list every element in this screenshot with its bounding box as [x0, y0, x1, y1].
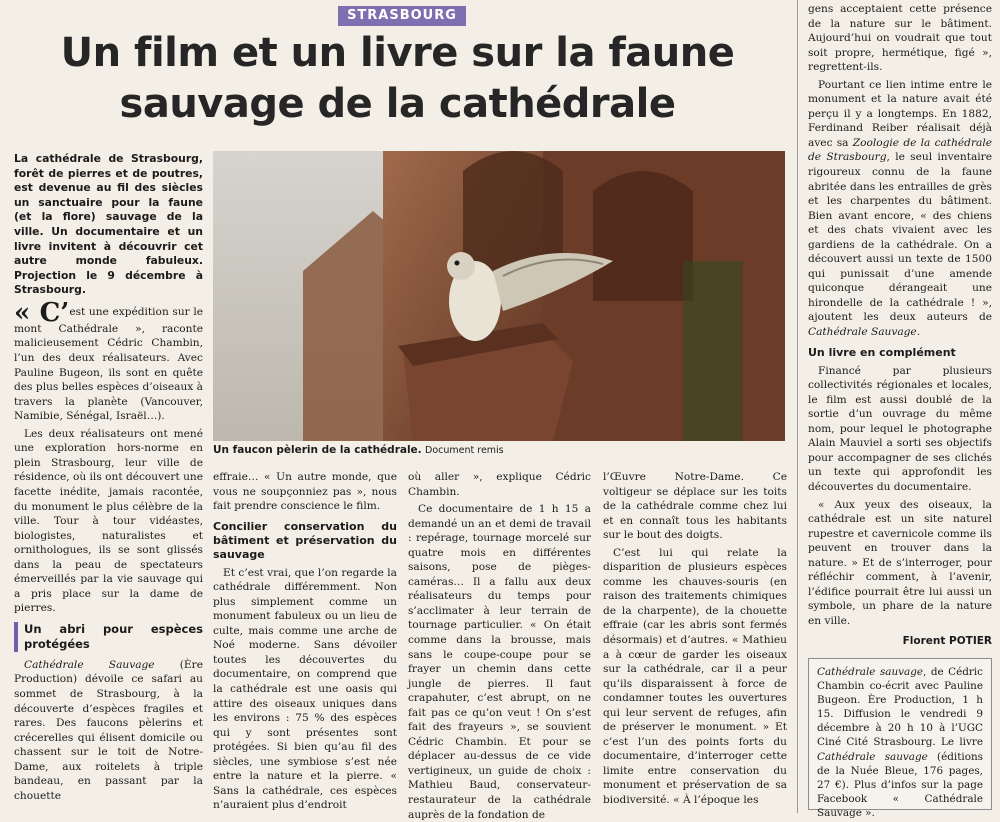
- paragraph: effraie… « Un autre monde, que vous ne soupçonniez pas », nous fait prendre conscience le film.: [213, 471, 397, 513]
- bleed-text: [480, 8, 486, 23]
- info-box: [808, 658, 992, 819]
- info-text: , de Cédric Chambin co-écrit avec Pauline Bugeon. Ère Production, 1 h 15. Diffusion le vendredi 9 décembre à 20 h 10 à l’UGC Ciné Cité Strasbourg. Le livre: [817, 666, 983, 749]
- subheading-livre: Un livre en complément: [808, 345, 956, 359]
- caption-text: Un faucon pèlerin de la cathédrale.: [213, 444, 422, 456]
- paragraph-text: .: [916, 326, 921, 339]
- paragraph: [14, 658, 203, 803]
- paragraph: où aller », explique Cédric Chambin.: [408, 471, 591, 498]
- headline-line-2: sauvage de la cathédrale: [119, 81, 676, 127]
- info-book-title: Cathédrale sauvage: [817, 750, 928, 763]
- paragraph: Financé par plusieurs collectivités régionales et locales, le film est aussi doublé de la sortie d’un ouvrage du même nom, pour lequel le photographe Alain Mauviel a sorti ses objectifs pour accompagner de ses clichés un texte qui approfondit les découvertes du documentaire.: [808, 364, 992, 493]
- article-headline: [0, 28, 795, 130]
- paragraph-text: Pourtant ce lien intime entre le monument et la nature avait été perçu il y a longtemps. En 1882, Ferdinand Reiber réalisait déjà avec sa: [808, 78, 992, 149]
- subheading-abri: Un abri pour espèces protégées: [14, 622, 203, 652]
- paragraph-text: , le seul inventaire rigoureux connu de la faune abritée dans les entrailles de grès et les charpentes du bâtiment. Bien avant encore, « des chiens et des chats vivaient avec les gardiens de la cathédrale. On a découvert aussi un texte de 1500 qui punissait d’une amende quiconque dérangeait une hirondelle de la cathédrale ! », ajoutent les deux auteurs de: [808, 151, 992, 324]
- film-title: Cathédrale Sauvage: [24, 658, 155, 671]
- film-title: Cathédrale Sauvage: [808, 326, 917, 339]
- drop-quote: « C’: [14, 297, 70, 328]
- column-2: [213, 470, 397, 813]
- falcon-photo: [213, 151, 785, 441]
- book-title: Zoologie de la cathédrale de Strasbourg: [808, 136, 992, 164]
- paragraph-intro: [14, 297, 204, 424]
- headline-line-1: Un film et un livre sur la faune: [60, 30, 735, 76]
- article-lead: La cathédrale de Strasbourg, forêt de pierres et de poutres, est devenue au fil des siècles un sanctuaire pour la faune (et la flore) sauvage de la ville. Un documentaire et un livre invitent à découvrir cet autre monde fabuleux. Projection le 9 décembre à Strasbourg.: [14, 152, 203, 297]
- author-signature: Florent POTIER: [902, 635, 992, 648]
- paragraph: gens acceptaient cette présence de la nature sur le bâtiment. Aujourd’hui on voudrait que tout soit propre, hermétique, figé », regrettent-ils.: [808, 3, 992, 74]
- photo-credit: Document remis: [425, 445, 504, 456]
- paragraph-text: (Ère Production) dévoile ce safari au sommet de Strasbourg, à la découverte d’espèces fragiles et rares. Des faucons pèlerins et crécerelles qui élisent domicile ou chassent sur le toit de Notre-Dame, aux roitelets à triple bandeau, en passant par la chouette: [14, 658, 203, 802]
- subheading-conservation: Concilier conservation du bâtiment et préservation du sauvage: [213, 519, 397, 561]
- paragraph: Ce documentaire de 1 h 15 a demandé un an et demi de travail : repérage, tournage morcelé sur quatre mois en différentes saisons, pose de pièges-caméras… Il a fallu aux deux réalisateurs du temps pour s’acclimater à leur terrain de tournage particulier. « On était comme dans la brousse, mais sans le coupe-coupe pour se frayer un chemin dans cette jungle de pierres. Il faut crapahuter, c’est abrupt, on ne fait pas ce qu’on veut ! On s’est fait des frayeurs », se souvient Cédric Chambin. Et pour se déplacer au-dessus de ce vide vertigineux, un guide de choix : Mathieu Baud, conservateur-restaurateur de la cathédrale auprès de la fondation de: [408, 503, 591, 821]
- photo-caption: [213, 443, 785, 458]
- column-5: [808, 2, 992, 652]
- paragraph: l’Œuvre Notre-Dame. Ce voltigeur se déplace sur les toits de la cathédrale comme chez lui et en connaît tous les habitants sur le bout des doigts.: [603, 471, 787, 542]
- paragraph: Les deux réalisateurs ont mené une exploration hors-norme en plein Strasbourg, leur ville de résidence, où ils ont découvert une facette inédite, jamais racontée, du monument le plus célèbre de la ville. Tour à tour vidéastes, biologistes, naturalistes et ornithologues, ils se sont glissés dans la peau de spectateurs émerveillés par la vie sauvage qui a pris place sur la dame de pierres.: [14, 427, 203, 615]
- column-4: [603, 470, 787, 813]
- column-1: [14, 152, 203, 813]
- cathedral-falcon-image: [213, 151, 785, 441]
- paragraph: [808, 78, 992, 340]
- section-tag: STRASBOURG: [338, 6, 466, 26]
- column-divider: [797, 0, 798, 813]
- paragraph-text: est une expédition sur le mont Cathédrale », raconte malicieusement Cédric Chambin, l’un des deux réalisateurs. Avec Pauline Bugeon, ils sont en quête des plus belles espèces d’oiseaux à travers la planète (Vancouver, Namibie, Sénégal, Israël…).: [14, 305, 204, 423]
- paragraph: Et c’est vrai, que l’on regarde la cathédrale différemment. Non plus simplement comme un monument fabuleux ou un lieu de culte, mais comme une arche de Noé moderne. Sans dévoiler toutes les découvertes du documentaire, on comprend que la cathédrale est une oasis qui attire des oiseaux uniques dans les environs : 75 % des espèces qui y sont présentes sont protégées. Si bien qu’au fil des siècles, une symbiose s’est née entre la nature et la pierre. « Sans la cathédrale, ces espèces n’auraient plus d’endroit: [213, 566, 397, 812]
- info-text: (éditions de la Nuée Bleue, 176 pages, 27 €). Plus d’infos sur la page Facebook « Cathédrale Sauvage ».: [817, 750, 983, 819]
- paragraph: « Aux yeux des oiseaux, la cathédrale est un site naturel rupestre et cavernicole comme ils peuvent en trouver dans la nature. » Et de s’interroger, pour réfléchir comment, à l’avenir, l’édifice pourrait être lui aussi un symbole, un phare de la nature en ville.: [808, 498, 992, 627]
- column-3: [408, 470, 591, 821]
- paragraph: C’est lui qui relate la disparition de plusieurs espèces comme les chauves-souris (en raison des traitements chimiques de la charpente), de la chouette effraie (car les abris sont fermés désormais) et d’autres. « Mathieu a à cœur de garder les oiseaux sur la cathédrale, car il a peur qu’ils disparaissent à force de condamner toutes les ouvertures qui leur servent de refuges, afin de préserver le monument. » Et c’est l’un des points forts du documentaire, d’interroger cette limite entre conservation du monument et préservation de sa biodiversité. « À l’époque les: [603, 546, 787, 807]
- info-film-title: Cathédrale sauvage: [817, 666, 924, 678]
